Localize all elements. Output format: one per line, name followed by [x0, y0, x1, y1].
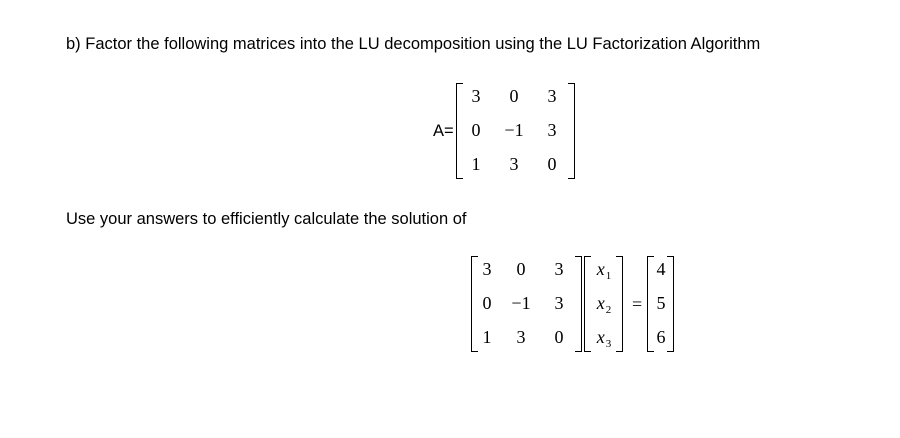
matrix-a-cell: 0: [471, 120, 481, 140]
left-bracket: [456, 83, 463, 179]
equals-sign: =: [632, 294, 643, 314]
rhs-entry: 5: [656, 293, 666, 313]
problem-heading: b) Factor the following matrices into the LU decomposition using the LU Factorization Algorithm: [66, 35, 761, 53]
matrix-a-cell: −1: [504, 120, 524, 140]
rhs-entry: 6: [656, 327, 666, 347]
coefficient-cell: 3: [554, 293, 564, 313]
coefficient-cell: 1: [482, 327, 492, 347]
coefficient-cell: 3: [554, 259, 564, 279]
matrix-a-cell: 3: [509, 154, 519, 174]
right-bracket: [575, 256, 582, 352]
coefficient-cell: 0: [516, 259, 526, 279]
coefficient-cell: −1: [511, 293, 531, 313]
matrix-a-cell: 0: [509, 86, 519, 106]
coefficient-cell: 3: [516, 327, 526, 347]
matrix-a-cell: 1: [471, 154, 481, 174]
unknown-entry: $x_2$: [596, 293, 612, 316]
rhs-vector: [645, 256, 675, 352]
matrix-a-cell: 3: [547, 120, 557, 140]
coefficient-cell: 0: [482, 293, 492, 313]
unknown-entry: $x_1$: [596, 259, 612, 282]
coefficient-cell: 0: [554, 327, 564, 347]
unknowns-vector: [582, 256, 624, 352]
matrix-a-cell: 3: [547, 86, 557, 106]
instruction-text: Use your answers to efficiently calculate the solution of: [66, 210, 467, 228]
coefficient-matrix: [469, 256, 583, 352]
matrix-a: [454, 83, 574, 179]
rhs-entry: 4: [656, 259, 666, 279]
matrix-a-cell: 0: [547, 154, 557, 174]
matrix-a-cell: 3: [471, 86, 481, 106]
unknown-entry: $x_3$: [596, 327, 612, 350]
coefficient-cell: 3: [482, 259, 492, 279]
matrix-a-label: A=: [433, 122, 454, 140]
right-bracket: [568, 83, 575, 179]
